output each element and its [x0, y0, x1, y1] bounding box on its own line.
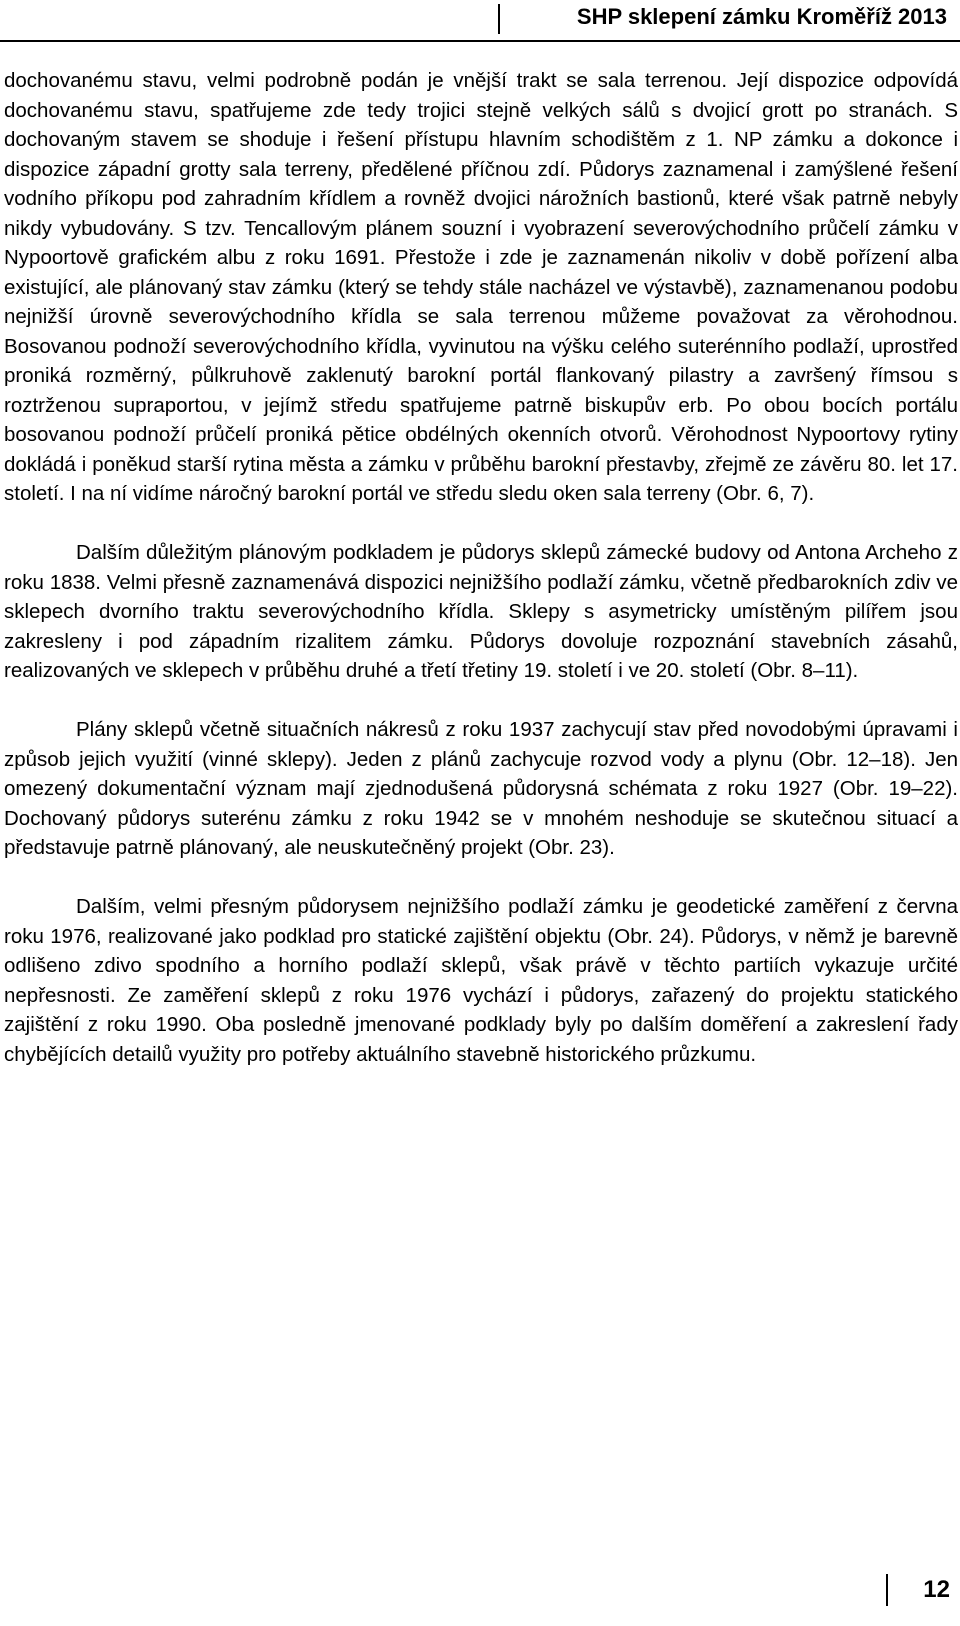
document-body	[4, 66, 958, 1069]
footer-divider-bar	[886, 1574, 888, 1606]
paragraph-3: Plány sklepů včetně situačních nákresů z roku 1937 zachycují stav před novodobými úpravami i způsob jejich využití (vinné sklepy). Jeden z plánů zachycuje rozvod vody a plynu (Obr. 12–18). Jen omezený dokumentační význam mají zjednodušená půdorysná schémata z roku 1927 (Obr. 19–22). Dochovaný půdorys suterénu zámku z roku 1942 se v mnohém neshoduje se skutečnou situací a představuje patrně plánovaný, ale neuskutečněný projekt (Obr. 23).	[4, 718, 958, 859]
header-rule	[0, 40, 960, 42]
header-title: SHP sklepení zámku Kroměříž 2013	[576, 4, 947, 29]
page-footer	[0, 1570, 960, 1626]
paragraph-1: dochovanému stavu, velmi podrobně podán je vnější trakt se sala terrenou. Její dispozice odpovídá dochovanému stavu, spatřujeme zde tedy trojici stejně velkých sálů s dvojicí grott po stranách. S dochovaným stavem se shoduje i řešení přístupu hlavním schodištěm z 1. NP zámku a dokonce i dispozice západní grotty sala terreny, předělené příčnou zdí. Půdorys zaznamenal i zamýšlené řešení vodního příkopu pod zahradním křídlem a rovněž dvojici nárožních bastionů, které však patrně nebyly nikdy vybudovány. S tzv. Tencallovým plánem souzní i vyobrazení severovýchodního průčelí zámku v Nypoortově grafickém albu z roku 1691. Přestože i zde je zaznamenán nikoliv v době pořízení alba existující, ale plánovaný stav zámku (který se tehdy stále nacházel ve výstavbě), zaznamenanou podobu nejnižší úrovně severovýchodního křídla se sala terrenou můžeme považovat za věrohodnou. Bosovanou podnoží severovýchodního křídla, vyvinutou na výšku celého suterénního podlaží, uprostřed proniká rozměrný, půlkruhově zaklenutý barokní portál flankovaný pilastry a završený římsou s roztrženou supraportou, v jejímž středu spatřujeme patrně biskupův erb. Po obou bocích portálu bosovanou podnoží průčelí proniká pětice obdélných okenních otvorů. Věrohodnost Nypoortovy rytiny dokládá i poněkud starší rytina města a zámku v průběhu barokní přestavby, zřejmě ze závěru 80. let 17. století. I na ní vidíme náročný barokní portál ve středu sledu oken sala terreny (Obr. 6, 7).	[4, 69, 958, 505]
page-header	[0, 0, 960, 45]
page-number: 12	[923, 1576, 950, 1603]
paragraph-4: Dalším, velmi přesným půdorysem nejnižšího podlaží zámku je geodetické zaměření z června roku 1976, realizované jako podklad pro statické zajištění objektu (Obr. 24). Půdorys, v němž je barevně odlišeno zdivo spodního a horního podlaží sklepů, však právě v těchto partiích vykazuje určité nepřesnosti. Ze zaměření sklepů z roku 1976 vychází i půdorys, zařazený do projektu statického zajištění z roku 1990. Oba posledně jmenované podklady byly po dalším doměření a zakreslení řady chybějících detailů využity pro potřeby aktuálního stavebně historického průzkumu.	[4, 895, 958, 1066]
paragraph-2: Dalším důležitým plánovým podkladem je půdorys sklepů zámecké budovy od Antona Archeho z roku 1838. Velmi přesně zaznamenává dispozici nejnižšího podlaží zámku, včetně předbarokních zdiv ve sklepech dvorního traktu severovýchodního křídla. Sklepy s asymetricky umístěným pilířem jsou zakresleny i pod západním rizalitem zámku. Půdorys dovoluje rozpoznání stavebních zásahů, realizovaných ve sklepech v průběhu druhé a třetí třetiny 19. století i ve 20. století (Obr. 8–11).	[4, 541, 958, 682]
header-divider-bar	[498, 4, 500, 34]
